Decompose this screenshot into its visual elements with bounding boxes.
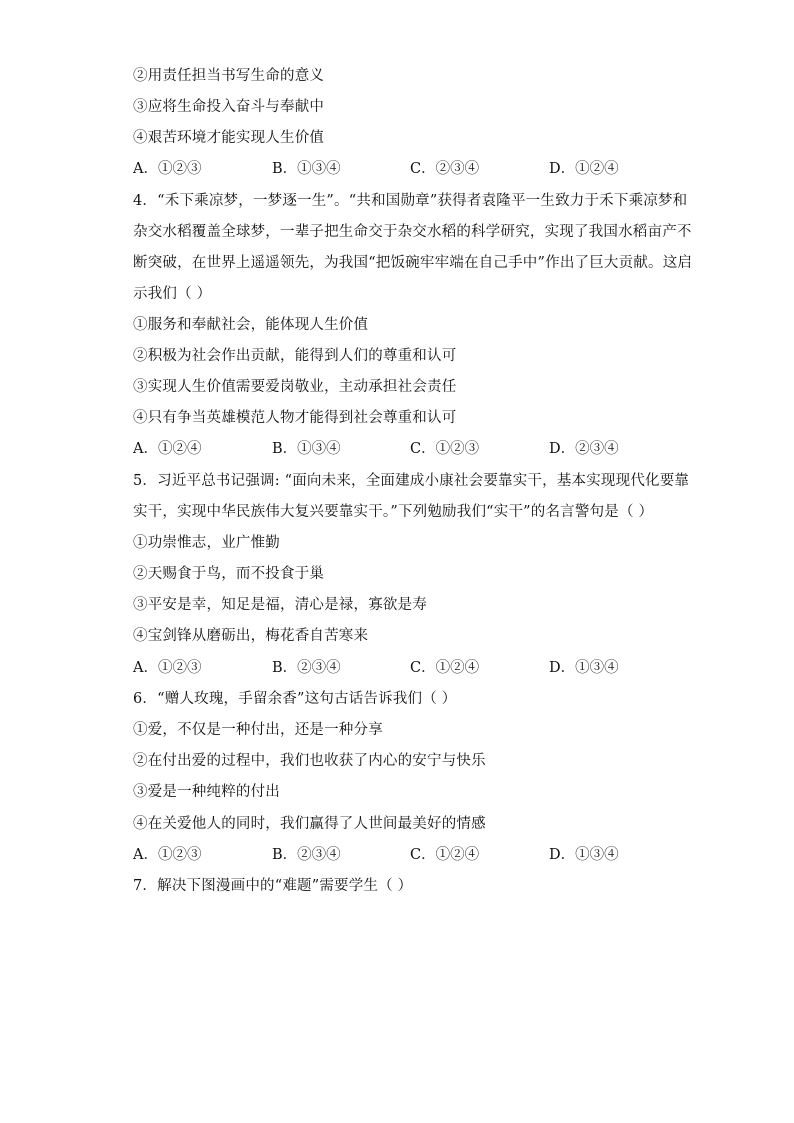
- option-a: A．①②③: [133, 161, 202, 177]
- option-d: D．①③④: [549, 847, 619, 863]
- q5-stem-line-2: 实干，实现中华民族伟大复兴要靠实干。”下列勉励我们“实干”的名言警句是（ ）: [133, 504, 654, 520]
- q4-stem-line-1: 4．“禾下乘凉梦，一梦逐一生”。“共和国勋章”获得者袁隆平一生致力于禾下乘凉梦和: [133, 193, 688, 209]
- q4-item-3: ③实现人生价值需要爱岗敬业，主动承担社会责任: [133, 379, 457, 395]
- prev-item-4: ④艰苦环境才能实现人生价值: [133, 130, 325, 146]
- q4-item-2: ②积极为社会作出贡献，能得到人们的尊重和认可: [133, 348, 457, 364]
- q5-item-1: ①功崇惟志，业广惟勤: [133, 535, 280, 551]
- option-c: C．①②④: [410, 660, 480, 676]
- option-c: C．②③④: [410, 161, 480, 177]
- q4-item-1: ①服务和奉献社会，能体现人生价值: [133, 317, 369, 333]
- option-c: C．①②③: [410, 441, 480, 457]
- option-b: B．②③④: [272, 660, 341, 676]
- q6-item-2: ②在付出爱的过程中，我们也收获了内心的安宁与快乐: [133, 753, 486, 769]
- q5-item-4: ④宝剑锋从磨砺出，梅花香自苦寒来: [133, 628, 369, 644]
- q4-item-4: ④只有争当英雄模范人物才能得到社会尊重和认可: [133, 410, 457, 426]
- prev-item-2: ②用责任担当书写生命的意义: [133, 68, 325, 84]
- q6-item-4: ④在关爱他人的同时，我们赢得了人世间最美好的情感: [133, 816, 486, 832]
- q5-stem-line-1: 5．习近平总书记强调: “面向未来，全面建成小康社会要靠实干，基本实现现代化要靠: [133, 473, 690, 489]
- q6-stem-line-1: 6．“赠人玫瑰，手留余香”这句古话告诉我们（ ）: [133, 691, 457, 707]
- q5-options: [133, 658, 693, 678]
- q7-stem-line-1: 7．解决下图漫画中的“难题”需要学生（ ）: [133, 878, 413, 894]
- option-d: D．①③④: [549, 660, 619, 676]
- q6-options: [133, 845, 693, 865]
- q5-item-2: ②天赐食于鸟，而不投食于巢: [133, 566, 325, 582]
- option-c: C．①②④: [410, 847, 480, 863]
- q6-item-1: ①爱，不仅是一种付出，还是一种分享: [133, 722, 383, 738]
- option-a: A．①②③: [133, 847, 202, 863]
- prev-options: [133, 159, 693, 179]
- option-d: D．①②④: [549, 161, 619, 177]
- q5-item-3: ③平安是幸，知足是福，清心是禄，寡欲是寿: [133, 597, 427, 613]
- q4-stem-line-4: 示我们（ ）: [133, 286, 212, 302]
- option-a: A．①②④: [133, 441, 202, 457]
- q4-stem-line-3: 断突破，在世界上遥遥领先，为我国“把饭碗牢牢端在自己手中”作出了巨大贡献。这启: [133, 255, 693, 271]
- option-d: D．②③④: [549, 441, 619, 457]
- option-b: B．①③④: [272, 441, 341, 457]
- prev-item-3: ③应将生命投入奋斗与奉献中: [133, 99, 325, 115]
- option-b: B．②③④: [272, 847, 341, 863]
- q6-item-3: ③爱是一种纯粹的付出: [133, 784, 280, 800]
- q4-options: [133, 439, 693, 459]
- option-b: B．①③④: [272, 161, 341, 177]
- q4-stem-line-2: 杂交水稻覆盖全球梦，一辈子把生命交于杂交水稻的科学研究，实现了我国水稻亩产不: [133, 224, 692, 240]
- option-a: A．①②③: [133, 660, 202, 676]
